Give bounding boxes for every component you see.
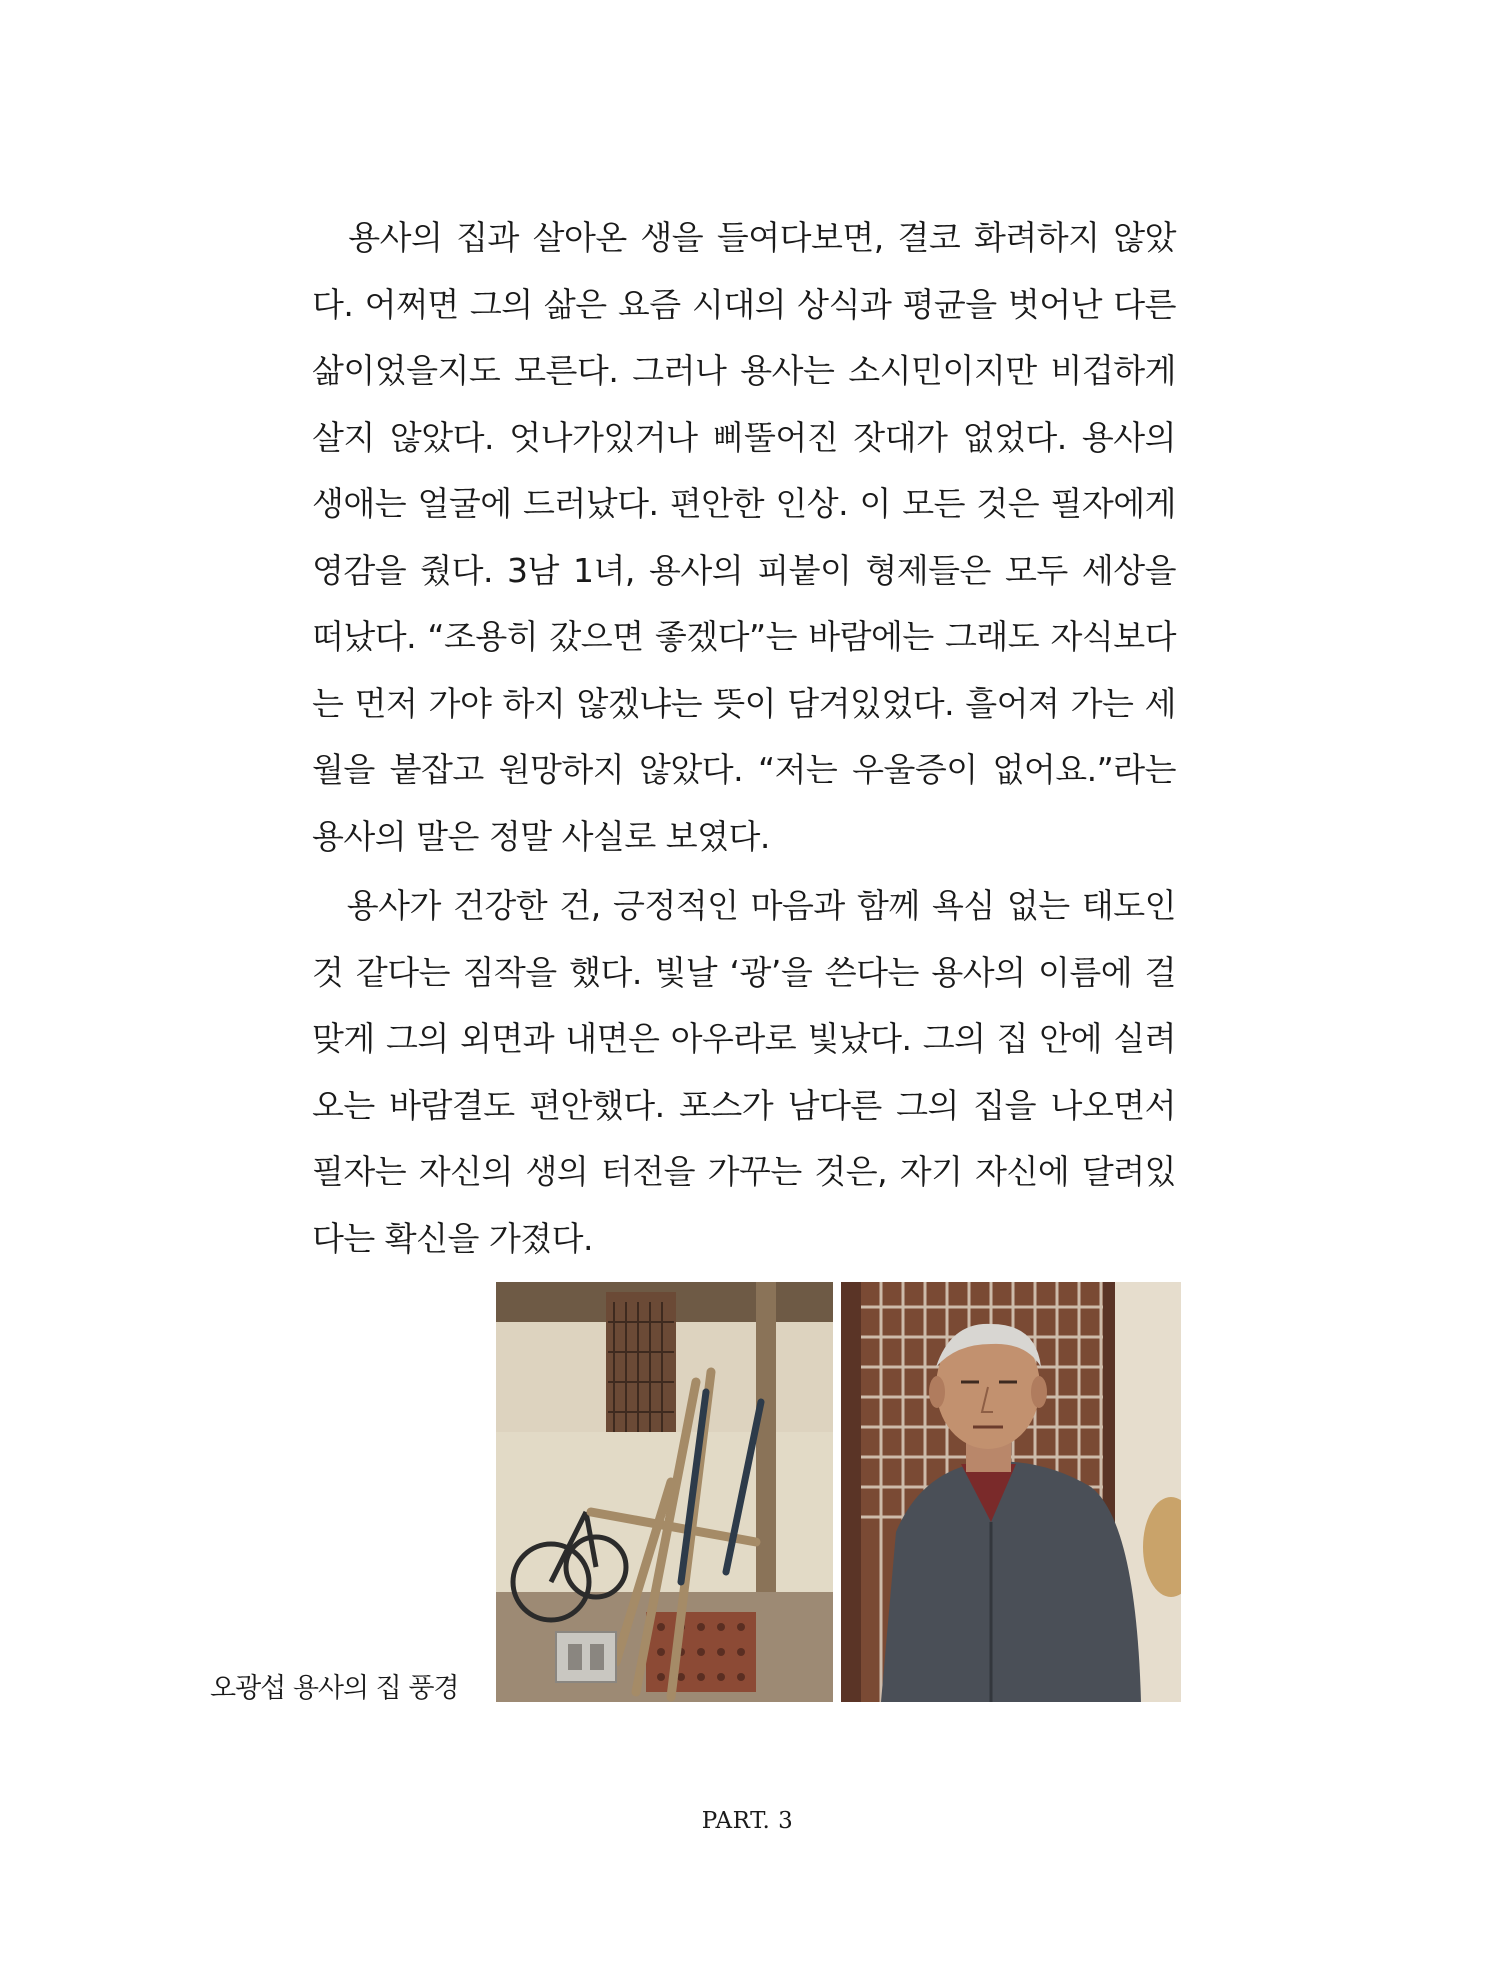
veteran-portrait-photo	[841, 1282, 1181, 1702]
paragraph-2: 용사가 건강한 건, 긍정적인 마음과 함께 욕심 없는 태도인 것 같다는 짐작을 했다. 빛날 ‘광’을 쓴다는 용사의 이름에 걸맞게 그의 외면과 내면은 아우라로 빛났다. 그의 집 안에 실려오는 바람결도 편안했다. 포스가 남다른 그의 집을 나오면서 필자는 자신의 생의 터전을 가꾸는 것은, 자기 자신에 달려있다는 확신을 가졌다.	[312, 886, 1176, 1258]
paragraph-1: 용사의 집과 살아온 생을 들여다보면, 결코 화려하지 않았다. 어쩌면 그의 삶은 요즘 시대의 상식과 평균을 벗어난 다른 삶이었을지도 모른다. 그러나 용사는 소시민이지만 비겁하게 살지 않았다. 엇나가있거나 삐뚤어진 잣대가 없었다. 용사의 생애는 얼굴에 드러났다. 편안한 인상. 이 모든 것은 필자에게 영감을 줬다. 3남 1녀, 용사의 피붙이 형제들은 모두 세상을 떠났다. “조용히 갔으면 좋겠다”는 바람에는 그래도 자식보다는 먼저 가야 하지 않겠냐는 뜻이 담겨있었다. 흘어져 가는 세월을 붙잡고 원망하지 않았다. “저는 우울증이 없어요.”라는 용사의 말은 정말 사실로 보였다.	[312, 218, 1176, 856]
house-porch-photo	[496, 1282, 833, 1702]
page-footer: PART. 3	[701, 1808, 794, 1834]
photo-caption: 오광섭 용사의 집 풍경	[210, 1673, 459, 1704]
